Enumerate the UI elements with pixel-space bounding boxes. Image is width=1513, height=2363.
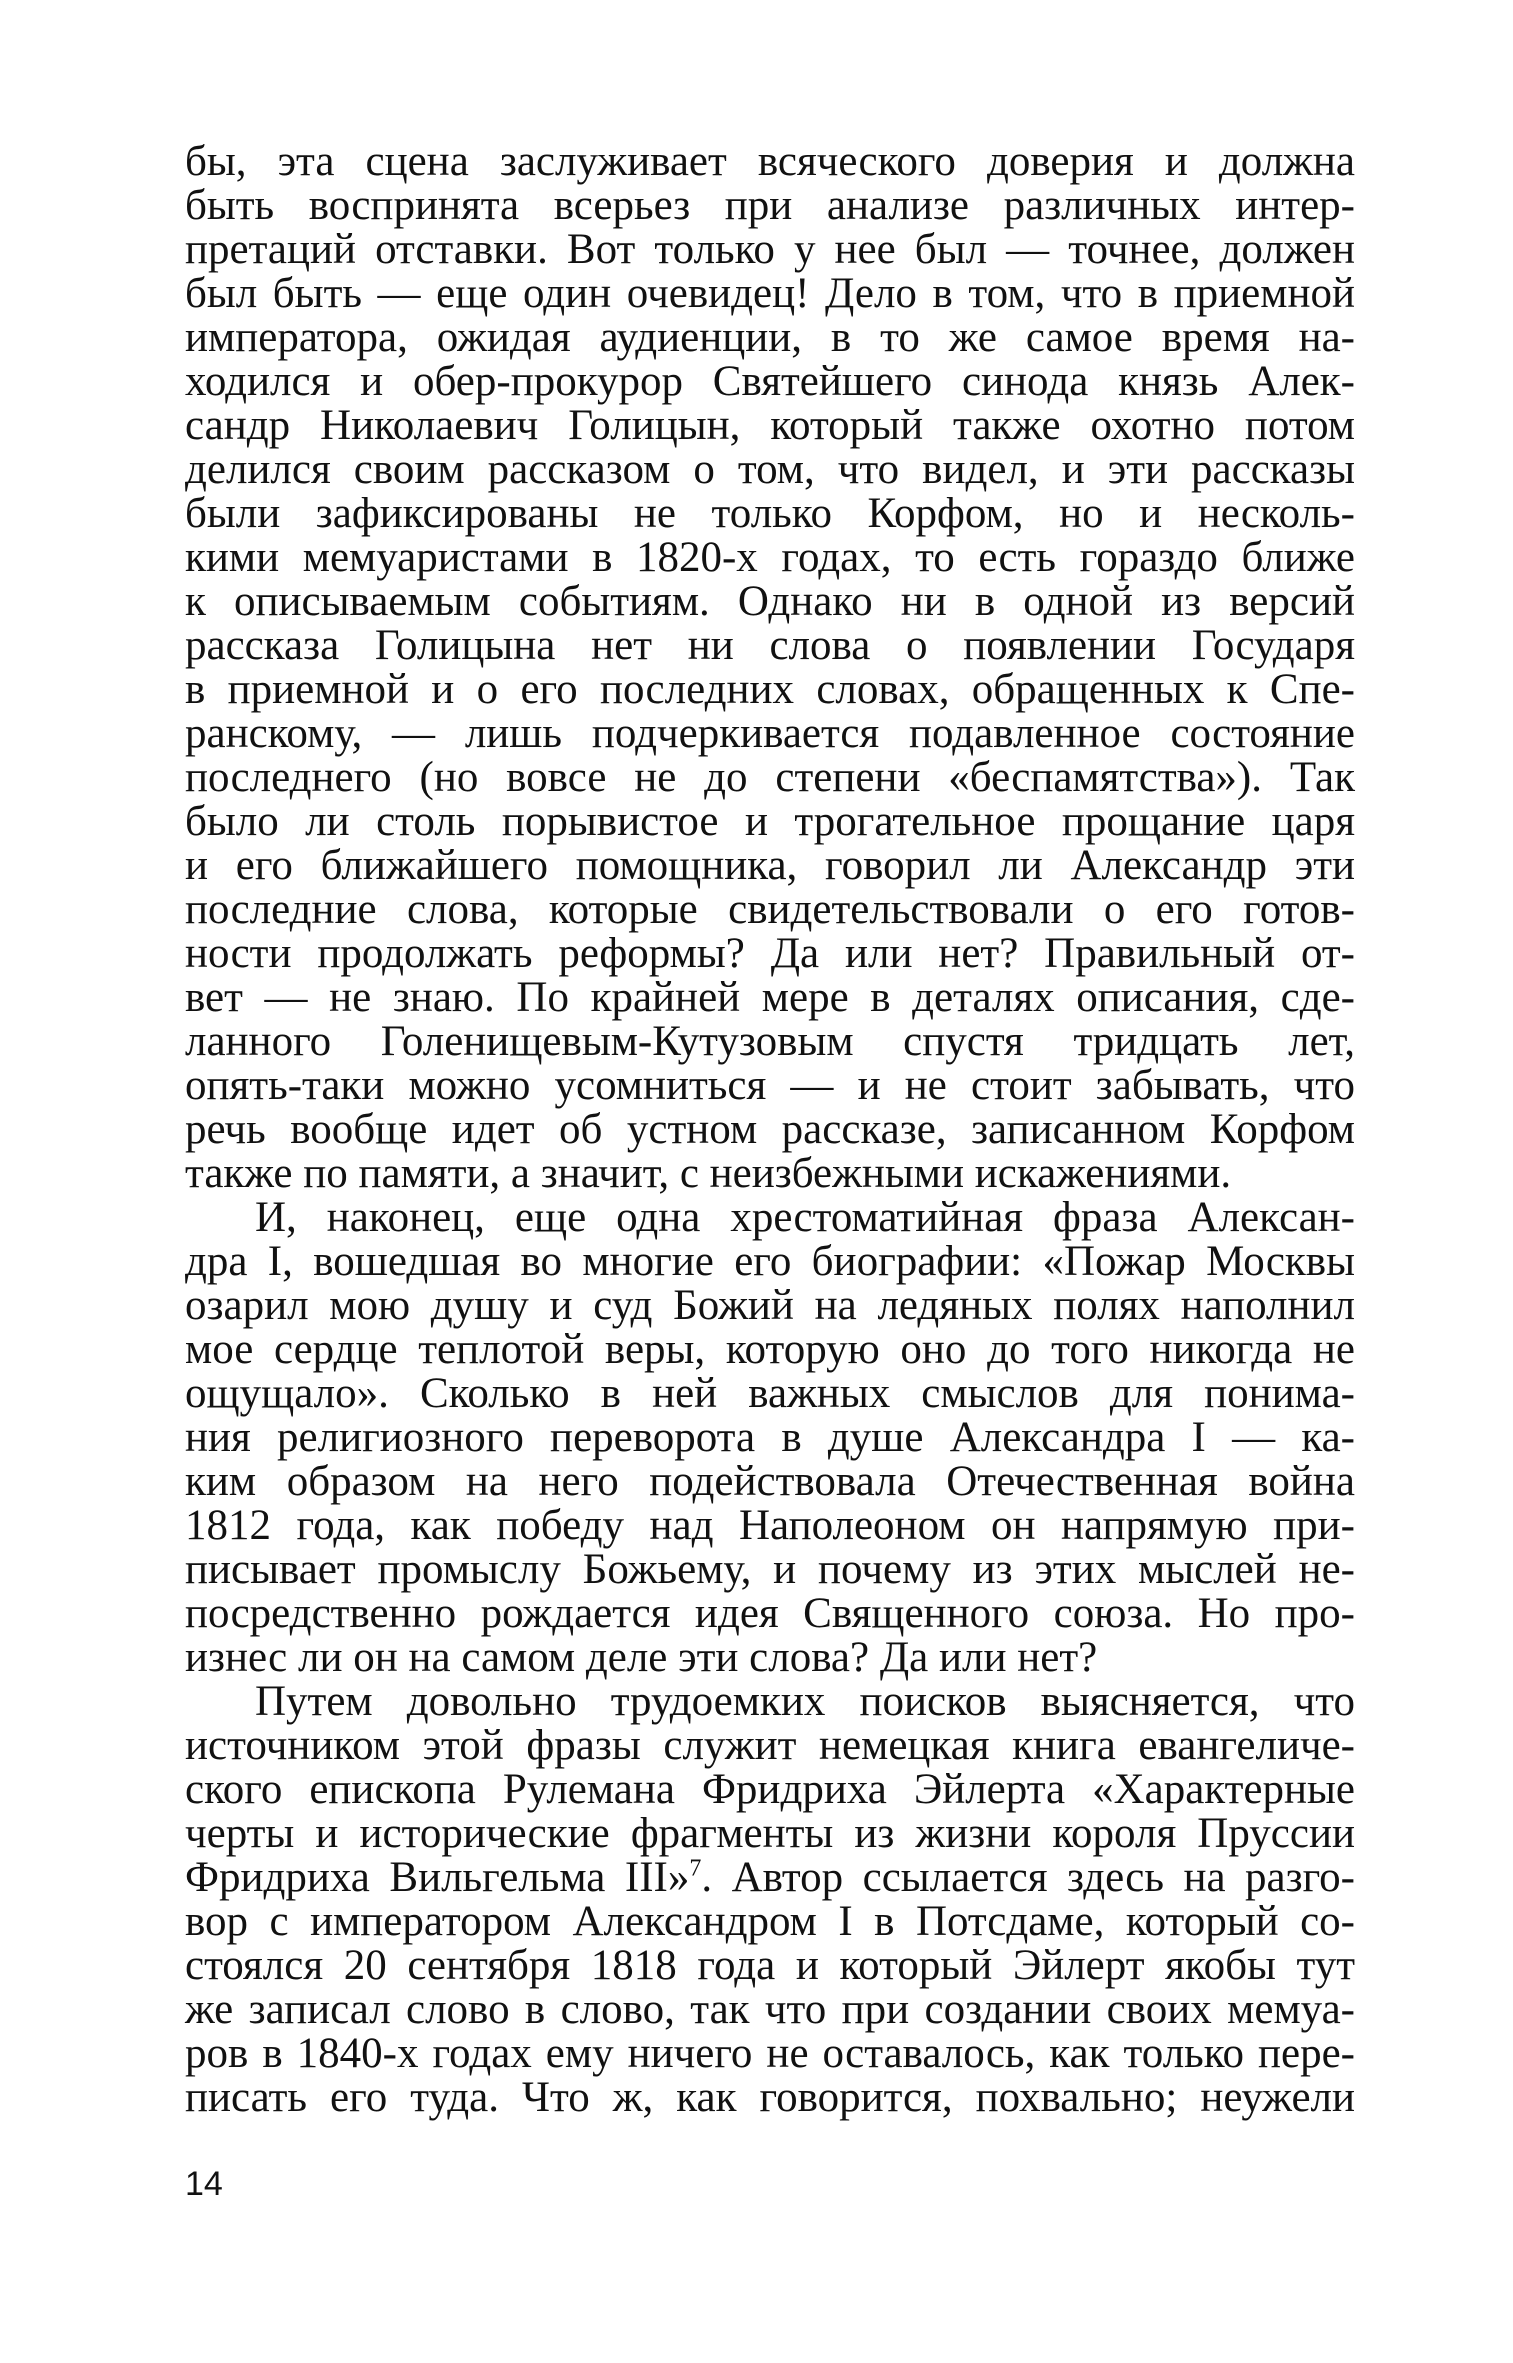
text-line: источником этой фразы служит немецкая книга евангеличе- [185, 1722, 1355, 1769]
text-line: ким образом на него подействовала Отечественная война [185, 1458, 1355, 1505]
text-line: стоялся 20 сентября 1818 года и который Эйлерт якобы тут [185, 1942, 1355, 1989]
text-line: писать его туда. Что ж, как говорится, похвально; неужели [185, 2074, 1355, 2121]
text-line: вор с императором Александром I в Потсдаме, который со- [185, 1898, 1355, 1945]
text-line: и его ближайшего помощника, говорил ли Александр эти [185, 842, 1355, 889]
text-line: посредственно рождается идея Священного союза. Но про- [185, 1590, 1355, 1637]
text-line: мое сердце теплотой веры, которую оно до того никогда не [185, 1326, 1355, 1373]
text-line: ров в 1840-х годах ему ничего не оставалось, как только пере- [185, 2030, 1355, 2077]
text-line: быть воспринята всерьез при анализе различных интер- [185, 182, 1355, 229]
text-line: рассказа Голицына нет ни слова о появлении Государя [185, 622, 1355, 669]
text-line: ланного Голенищевым-Кутузовым спустя тридцать лет, [185, 1018, 1355, 1065]
text-segment: Фридриха Вильгельма III» [185, 1854, 690, 1901]
text-line: в приемной и о его последних словах, обращенных к Спе- [185, 666, 1355, 713]
text-line: ния религиозного переворота в душе Александра I — ка- [185, 1414, 1355, 1461]
text-line: вет — не знаю. По крайней мере в деталях описания, сде- [185, 974, 1355, 1021]
text-line: 1812 года, как победу над Наполеоном он напрямую при- [185, 1502, 1355, 1549]
text-line: Путем довольно трудоемких поисков выясняется, что [255, 1678, 1355, 1725]
text-line: последние слова, которые свидетельствовали о его готов- [185, 886, 1355, 933]
text-line: ощущало». Сколько в ней важных смыслов для понима- [185, 1370, 1355, 1417]
text-line: ности продолжать реформы? Да или нет? Правильный от- [185, 930, 1355, 977]
text-line: речь вообще идет об устном рассказе, записанном Корфом [185, 1106, 1355, 1153]
text-line: опять-таки можно усомниться — и не стоит забывать, что [185, 1062, 1355, 1109]
text-line: ранскому, — лишь подчеркивается подавленное состояние [185, 710, 1355, 757]
text-line: сандр Николаевич Голицын, который также охотно потом [185, 402, 1355, 449]
text-line: к описываемым событиям. Однако ни в одной из версий [185, 578, 1355, 625]
text-line: бы, эта сцена заслуживает всяческого доверия и должна [185, 138, 1355, 185]
text-line: делился своим рассказом о том, что видел, и эти рассказы [185, 446, 1355, 493]
text-line: кими мемуаристами в 1820-х годах, то есть гораздо ближе [185, 534, 1355, 581]
page-number: 14 [185, 2165, 223, 2203]
body-text [185, 140, 1355, 2120]
text-line: же записал слово в слово, так что при создании своих мемуа- [185, 1986, 1355, 2033]
text-line-with-footnote [185, 1856, 1355, 1900]
text-line: озарил мою душу и суд Божий на ледяных полях наполнил [185, 1282, 1355, 1329]
text-line: ского епископа Рулемана Фридриха Эйлерта «Характерные [185, 1766, 1355, 1813]
text-line: были зафиксированы не только Корфом, но и несколь- [185, 490, 1355, 537]
text-line: писывает промыслу Божьему, и почему из этих мыслей не- [185, 1546, 1355, 1593]
text-line: императора, ожидая аудиенции, в то же самое время на- [185, 314, 1355, 361]
text-line: И, наконец, еще одна хрестоматийная фраза Алексан- [255, 1194, 1355, 1241]
text-line: изнес ли он на самом деле эти слова? Да или нет? [185, 1634, 1098, 1681]
text-segment: . Автор ссылается здесь на разго- [701, 1854, 1356, 1901]
text-line: дра I, вошедшая во многие его биографии: «Пожар Москвы [185, 1238, 1355, 1285]
text-line: также по памяти, а значит, с неизбежными искажениями. [185, 1150, 1232, 1197]
text-line: претаций отставки. Вот только у нее был — точнее, должен [185, 226, 1355, 273]
text-line: черты и исторические фрагменты из жизни короля Пруссии [185, 1810, 1355, 1857]
footnote-ref[interactable]: 7 [689, 1855, 702, 1882]
text-line: был быть — еще один очевидец! Дело в том, что в приемной [185, 270, 1355, 317]
text-line: ходился и обер-прокурор Святейшего синода князь Алек- [185, 358, 1355, 405]
text-line: последнего (но вовсе не до степени «беспамятства»). Так [185, 754, 1355, 801]
text-line: было ли столь порывистое и трогательное прощание царя [185, 798, 1355, 845]
